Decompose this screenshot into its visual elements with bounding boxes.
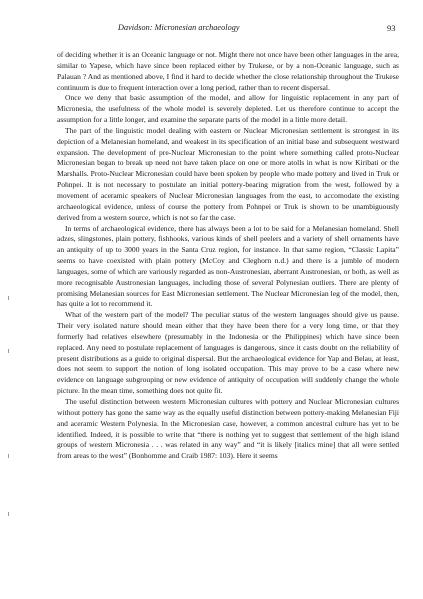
running-head: Davidson: Micronesian archaeology xyxy=(118,23,240,32)
paragraph: The part of the linguistic model dealing with eastern or Nuclear Micronesian settlement is strongest in its depiction of a Melanesian homeland, and weakest in its specification of an initial base and subsequent westward expansion. The development of pre-Nuclear Micronesian to the point where something called proto-Nuclear Micronesian began to break up need not have taken place on one or more atolls in what is now Kiribati or the Marshalls. Proto-Nuclear Micronesian could have been spoken by people who made pottery and lived in Truk or Pohnpei. It is not necessary to postulate an initial pottery-bearing migration from the west, followed by a movement of aceramic speakers of Nuclear Micronesian languages from the east, to accomodate the existing archaeological evidence, unless of course the pottery from Pohnpei or Truk is shown to be unambiguously derived from a western source, which is not so far the case. xyxy=(57,125,399,222)
margin-tick-mark xyxy=(8,349,9,353)
margin-tick-mark xyxy=(8,296,9,300)
paragraph: Once we deny that basic assumption of the model, and allow for linguistic replacement in any part of Micronesia, the usefulness of the whole model is severely depleted. Let us therefore continue to accept the assumption for a little longer, and examine the separate parts of the model in a little more detail. xyxy=(57,93,399,125)
margin-tick-mark xyxy=(8,512,9,516)
paragraph: In terms of archaeological evidence, there has always been a lot to be said for a Melanesian homeland. Shell adzes, slingstones, plain pottery, fishhooks, various kinds of shell peelers and a variety of shell ornaments have an antiquity of up to 3000 years in the Santa Cruz region, for instance. In that same region, “Classic Lapita” seems to have coexisted with plain pottery (McCoy and Cleghorn n.d.) and there is a jumble of modern languages, some of which are variously regarded as non-Austronesian, aberrant Austronesian, or both, as well as more recognisable Austronesian languages, including those of several Polynesian outliers. There are plenty of promising Melanesian sources for East Micronesian settlement. The Nuclear Micronesian leg of the model, then, has quite a lot to recommend it. xyxy=(57,223,399,309)
paragraph: of deciding whether it is an Oceanic language or not. Might there not once have been other languages in the area, similar to Yapese, which have since been replaced either by Trukese, or by a non-Oceanic language, such as Palauan ? And as mentioned above, I find it hard to decide whether the close relationship throughout the Trukese continuum is due to frequent interaction over a long period, rather than to recent dispersal. xyxy=(57,50,399,92)
paragraph: What of the western part of the model? The peculiar status of the western languages should give us pause. Their very isolated nature should mean either that they have been there for a very long time, or that they formerly had relatives elsewhere (presumably in the Indonesia or the Philippines) which have since been replaced. Any need to postulate replacement of languages is dangerous, since it casts doubt on the reliability of present distributions as a guide to original dispersal. But the archaeological evidence for Yap and Belau, at least, does not seem to support the notion of long isolated occupation. This may prove to be a case where new evidence on language subgrouping or new evidence of antiquity of occupation will suddenly change the whole picture. In the mean time, something does not quite fit. xyxy=(57,310,399,396)
paragraph: The useful distinction between western Micronesian cultures with pottery and Nuclear Micronesian cultures without pottery has gone the same way as the equally useful distinction between pottery-making Melanesian Fiji and aceramic Western Polynesia. In the Micronesian case, however, a common ancestral culture has yet to be identified. Indeed, it is possible to write that “there is nothing yet to suggest that settlement of the high island groups of western Micronesia . . . was related in any way” and “it is likely [italics mine] that all were settled from areas to the west” (Bonhomme and Craib 1987: 103). Here it seems xyxy=(57,397,399,461)
body-text xyxy=(57,50,399,462)
page-number: 93 xyxy=(387,23,396,33)
margin-tick-mark xyxy=(8,454,9,458)
